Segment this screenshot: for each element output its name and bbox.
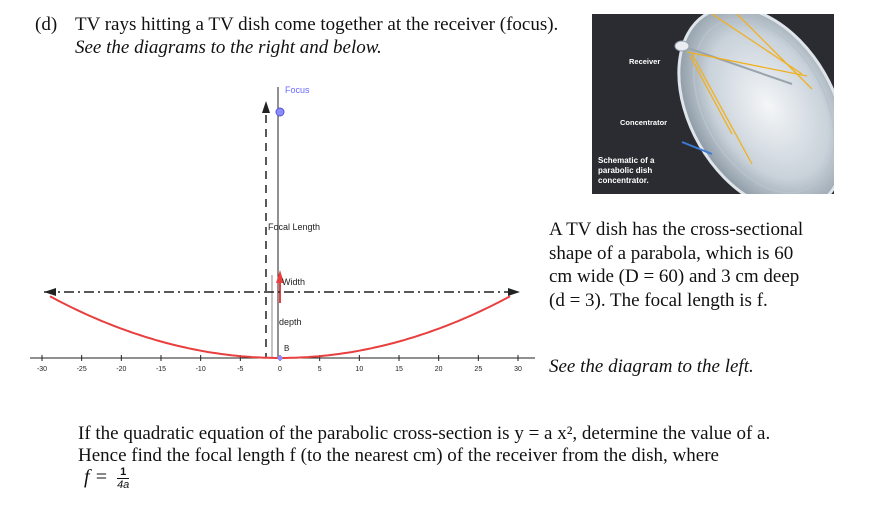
instruction-line-1: If the quadratic equation of the parabolic cross-section is y = a x², determine the value of a. [78, 423, 771, 444]
instruction-line-2: Hence find the focal length f (to the nearest cm) of the receiver from the dish, where [78, 445, 719, 466]
x-tick-label: -30 [36, 366, 48, 373]
x-tick-label: 25 [474, 366, 483, 373]
dish-illustration [592, 14, 834, 194]
caption-line-1: Schematic of a [598, 156, 655, 165]
receiver-label: Receiver [629, 57, 661, 66]
x-tick-label: -15 [155, 366, 167, 373]
dish-description: A TV dish has the cross-sectional shape of a parabola, which is 60 cm wide (D = 60) and 3 cm deep (d = 3). The focal length is f. [549, 219, 804, 311]
formula-numerator: 1 [117, 466, 129, 479]
x-tick-label: 15 [395, 366, 403, 373]
width-label: Width [282, 277, 306, 287]
x-tick-label: 10 [355, 366, 364, 373]
depth-label: depth [279, 317, 302, 327]
focal-arrow-up [262, 101, 270, 113]
x-tick-label: 0 [278, 366, 282, 373]
concentrator-label: Concentrator [620, 118, 668, 127]
parabola-diagram [30, 75, 540, 390]
x-tick-label: -25 [76, 366, 87, 373]
formula-denominator: 4a [117, 479, 130, 491]
focus-label: Focus [285, 85, 310, 95]
b-label: B [284, 344, 290, 353]
focal-length-label: Focal Length [268, 222, 321, 232]
formula-lhs: f = [84, 466, 109, 489]
receiver-icon [675, 41, 689, 51]
parabola-curve [50, 296, 510, 358]
caption-line-2: parabolic dish [598, 166, 653, 175]
x-tick-label: 5 [317, 366, 322, 373]
x-tick-label: -5 [237, 366, 244, 373]
x-tick-label: 30 [514, 366, 522, 373]
vertex-point [278, 356, 283, 361]
question-text-line-2: See the diagrams to the right and below. [75, 37, 382, 58]
focal-length-formula [84, 466, 129, 491]
width-arrow-right [508, 288, 520, 296]
x-tick-label: 20 [434, 366, 443, 373]
width-arrow-left [44, 288, 56, 296]
formula-fraction [117, 466, 129, 491]
focus-point [276, 108, 284, 116]
see-diagram-note: See the diagram to the left. [549, 356, 754, 377]
x-tick-label: -10 [195, 366, 206, 373]
question-letter: (d) [35, 14, 58, 35]
question-text-line-1: TV rays hitting a TV dish come together at the receiver (focus). [75, 14, 559, 35]
x-tick-label: -20 [116, 366, 127, 373]
caption-line-3: concentrator. [598, 176, 649, 185]
dish-photo [592, 14, 834, 194]
